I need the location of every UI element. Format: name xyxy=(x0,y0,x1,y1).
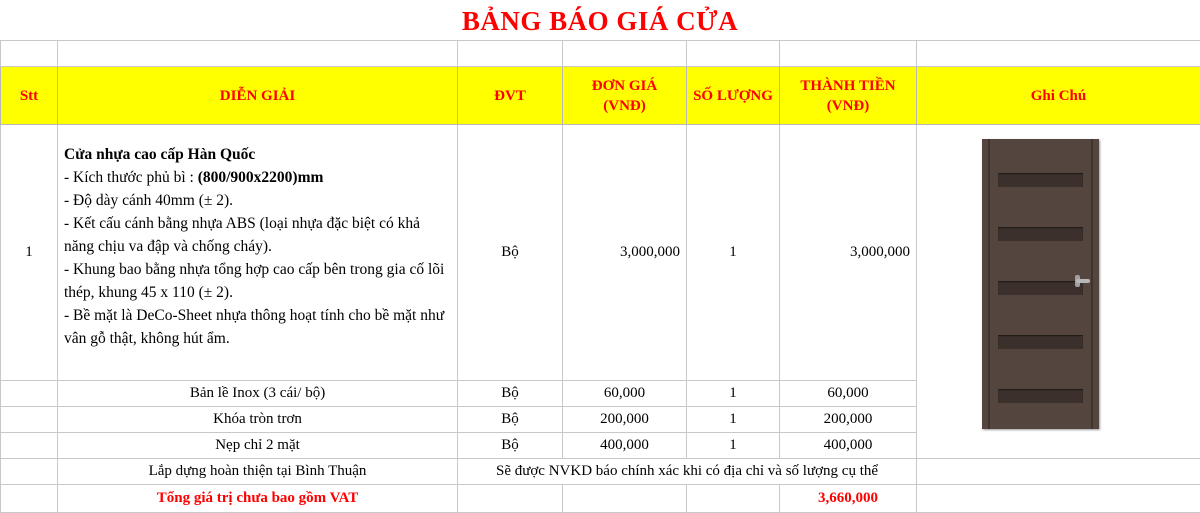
cell[interactable] xyxy=(563,41,687,67)
cell-description[interactable]: Khóa tròn trơn xyxy=(58,407,458,433)
cell[interactable] xyxy=(58,41,458,67)
product-spec-line: - Kết cấu cánh bằng nhựa ABS (loại nhựa đặc biệt có khả năng chịu va đập và chống cháy). xyxy=(64,212,451,258)
page-title: BẢNG BÁO GIÁ CỬA xyxy=(0,0,1200,40)
cell-install-note[interactable]: Sẽ được NVKD báo chính xác khi có địa chỉ và số lượng cụ thể xyxy=(458,459,917,485)
blank-row xyxy=(1,41,1200,67)
cell-so-luong[interactable]: 1 xyxy=(687,433,780,459)
cell-don-gia[interactable]: 3,000,000 xyxy=(563,125,687,381)
cell[interactable] xyxy=(1,485,58,513)
cell[interactable] xyxy=(563,485,687,513)
cell[interactable] xyxy=(687,41,780,67)
door-panel xyxy=(998,173,1083,187)
total-value[interactable]: 3,660,000 xyxy=(780,485,917,513)
cell[interactable] xyxy=(458,41,563,67)
cell[interactable] xyxy=(917,459,1200,485)
cell-so-luong[interactable]: 1 xyxy=(687,407,780,433)
door-handle xyxy=(1076,279,1090,283)
cell-don-gia[interactable]: 400,000 xyxy=(563,433,687,459)
cell[interactable] xyxy=(780,41,917,67)
header-row xyxy=(1,67,1200,125)
product-spec-line: - Bề mặt là DeCo-Sheet nhựa thông hoạt tính cho bề mặt như vân gỗ thật, không hút ẩm. xyxy=(64,304,451,350)
product-size: - Kích thước phủ bì : (800/900x2200)mm xyxy=(64,166,451,189)
cell-thanh-tien[interactable]: 400,000 xyxy=(780,433,917,459)
door-panel xyxy=(998,227,1083,241)
header-ghi-chu[interactable]: Ghi Chú xyxy=(917,67,1200,125)
header-thanh-tien[interactable]: THÀNH TIỀN (VNĐ) xyxy=(780,67,917,125)
table-row xyxy=(1,459,1200,485)
cell-dvt[interactable]: Bộ xyxy=(458,381,563,407)
header-dien-giai[interactable]: DIỄN GIẢI xyxy=(58,67,458,125)
cell[interactable] xyxy=(917,41,1200,67)
cell-dvt[interactable]: Bộ xyxy=(458,407,563,433)
cell-thanh-tien[interactable]: 3,000,000 xyxy=(780,125,917,381)
cell[interactable] xyxy=(1,381,58,407)
total-row xyxy=(1,485,1200,513)
cell[interactable] xyxy=(1,41,58,67)
cell-so-luong[interactable]: 1 xyxy=(687,381,780,407)
door-panel xyxy=(998,335,1083,349)
header-stt[interactable]: Stt xyxy=(1,67,58,125)
cell-thanh-tien[interactable]: 60,000 xyxy=(780,381,917,407)
door-frame-edge xyxy=(1091,139,1093,429)
door-panel xyxy=(998,389,1083,403)
cell-so-luong[interactable]: 1 xyxy=(687,125,780,381)
cell-thanh-tien[interactable]: 200,000 xyxy=(780,407,917,433)
cell-dvt[interactable]: Bộ xyxy=(458,433,563,459)
header-so-luong[interactable]: SỐ LƯỢNG xyxy=(687,67,780,125)
cell-description[interactable]: Nẹp chỉ 2 mặt xyxy=(58,433,458,459)
door-frame-edge xyxy=(988,139,990,429)
cell[interactable] xyxy=(458,485,563,513)
cell-description[interactable]: Bản lề Inox (3 cái/ bộ) xyxy=(58,381,458,407)
cell-install[interactable]: Lắp dựng hoàn thiện tại Bình Thuận xyxy=(58,459,458,485)
cell[interactable] xyxy=(1,433,58,459)
cell[interactable] xyxy=(687,485,780,513)
cell-don-gia[interactable]: 60,000 xyxy=(563,381,687,407)
cell-description[interactable] xyxy=(58,125,458,381)
product-name: Cửa nhựa cao cấp Hàn Quốc xyxy=(64,143,451,166)
product-spec-line: - Khung bao bằng nhựa tổng hợp cao cấp bên trong gia cố lõi thép, khung 45 x 110 (± 2). xyxy=(64,258,451,304)
cell[interactable] xyxy=(917,485,1200,513)
total-label[interactable]: Tổng giá trị chưa bao gồm VAT xyxy=(58,485,458,513)
door-image xyxy=(982,139,1099,429)
door-panel xyxy=(998,281,1083,295)
header-dvt[interactable]: ĐVT xyxy=(458,67,563,125)
product-spec-line: - Độ dày cánh 40mm (± 2). xyxy=(64,189,451,212)
cell[interactable] xyxy=(1,407,58,433)
header-don-gia[interactable]: ĐƠN GIÁ (VNĐ) xyxy=(563,67,687,125)
cell-stt[interactable]: 1 xyxy=(1,125,58,381)
cell-dvt[interactable]: Bộ xyxy=(458,125,563,381)
cell[interactable] xyxy=(1,459,58,485)
cell-don-gia[interactable]: 200,000 xyxy=(563,407,687,433)
